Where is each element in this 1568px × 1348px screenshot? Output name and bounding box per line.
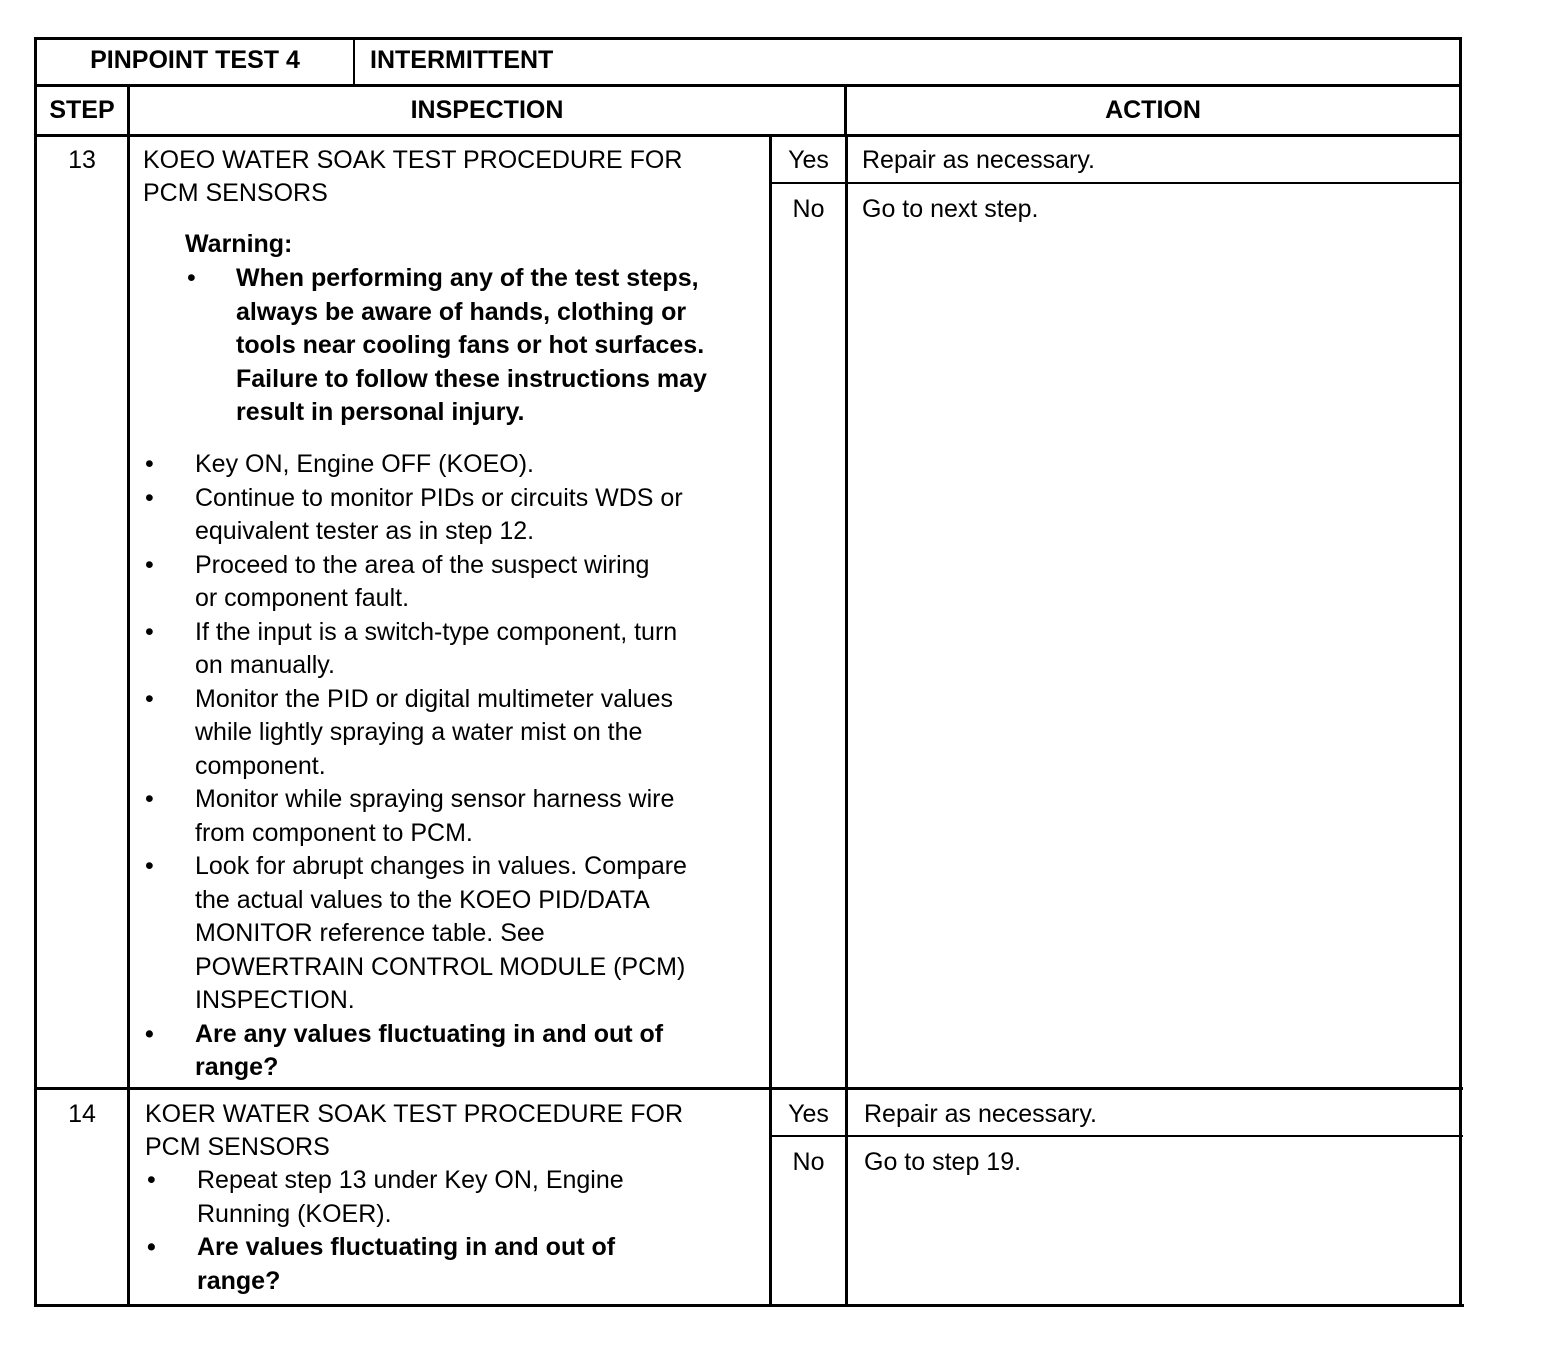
title-row-bottom xyxy=(34,84,1461,87)
list-item: • Continue to monitor PIDs or circuits WDS or equivalent tester as in step 12. xyxy=(145,482,687,549)
list-item: • Look for abrupt changes in values. Compare the actual values to the KOEO PID/DATA MONITOR reference table. See POWERTRAIN CONTROL MODULE (PCM) INSPECTION. xyxy=(145,850,687,1018)
action-column-divider xyxy=(845,136,848,1306)
warning-line: Failure to follow these instructions may xyxy=(236,365,707,393)
row-divider xyxy=(34,1087,1463,1090)
procedure-list xyxy=(147,1164,624,1298)
procedure-list xyxy=(145,448,687,1085)
column-header-action: ACTION xyxy=(1105,96,1201,124)
test-name: INTERMITTENT xyxy=(370,46,554,74)
list-item: • Repeat step 13 under Key ON, Engine Running (KOER). xyxy=(147,1164,624,1231)
no-action: Go to step 19. xyxy=(864,1148,1022,1176)
step14-yes-no-divider xyxy=(771,1135,1463,1137)
step-column-divider xyxy=(127,86,130,1306)
list-item: • If the input is a switch-type component, turn on manually. xyxy=(145,616,687,683)
yes-action: Repair as necessary. xyxy=(862,146,1095,174)
yes-action: Repair as necessary. xyxy=(864,1100,1097,1128)
test-id: PINPOINT TEST 4 xyxy=(90,46,300,74)
step-title-line: PCM SENSORS xyxy=(145,1133,330,1161)
yes-label: Yes xyxy=(788,1100,829,1128)
list-item: • Key ON, Engine OFF (KOEO). xyxy=(145,448,687,482)
warning-line: always be aware of hands, clothing or xyxy=(236,298,687,326)
table-border-bottom xyxy=(34,1304,1464,1307)
list-item: • Proceed to the area of the suspect wiring or component fault. xyxy=(145,549,687,616)
yes-label: Yes xyxy=(788,146,829,174)
question-item: • Are any values fluctuating in and out of range? xyxy=(145,1018,687,1085)
list-item: • Monitor while spraying sensor harness wire from component to PCM. xyxy=(145,783,687,850)
table-border-right xyxy=(1459,37,1462,1305)
warning-line: tools near cooling fans or hot surfaces. xyxy=(236,331,705,359)
warning-bullet: • xyxy=(187,264,196,292)
header-row-bottom xyxy=(34,134,1461,137)
warning-line: result in personal injury. xyxy=(236,398,525,426)
list-item: • Monitor the PID or digital multimeter values while lightly spraying a water mist on the component. xyxy=(145,683,687,784)
step-title-line: KOEO WATER SOAK TEST PROCEDURE FOR xyxy=(143,146,683,174)
step-title-line: PCM SENSORS xyxy=(143,179,328,207)
warning-line: When performing any of the test steps, xyxy=(236,264,699,292)
step13-yes-no-divider xyxy=(769,182,1461,184)
no-action: Go to next step. xyxy=(862,195,1039,223)
warning-label: Warning: xyxy=(185,230,293,258)
question-item: • Are values fluctuating in and out of range? xyxy=(147,1231,624,1298)
step-number: 13 xyxy=(68,146,96,174)
column-header-step: STEP xyxy=(49,96,115,124)
no-label: No xyxy=(792,1148,825,1176)
table-border-top xyxy=(34,37,1461,40)
column-header-inspection: INSPECTION xyxy=(410,96,564,124)
step-title-line: KOER WATER SOAK TEST PROCEDURE FOR xyxy=(145,1100,684,1128)
title-divider xyxy=(353,37,355,86)
step-number: 14 xyxy=(68,1100,96,1128)
no-label: No xyxy=(792,195,825,223)
